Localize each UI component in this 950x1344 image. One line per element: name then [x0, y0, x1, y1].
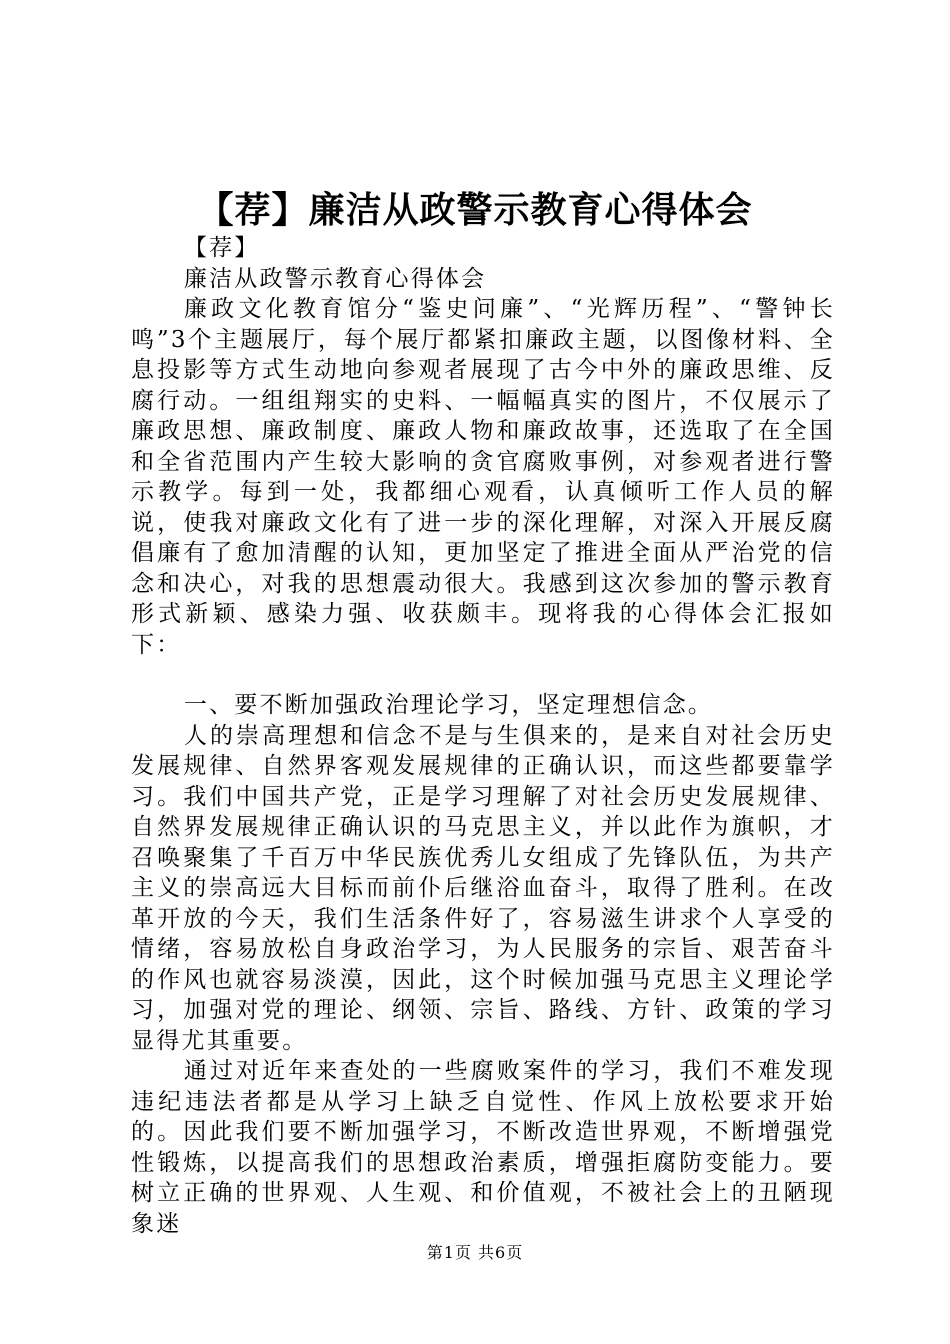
body-paragraph: 人的崇高理想和信念不是与生俱来的，是来自对社会历史发展规律、自然界客观发展规律的正确认识，而这些都要靠学习。我们中国共产党，正是学习理解了对社会历史发展规律、自然界发展规律正确认识的马克思主义，并以此作为旗帜，才召唤聚集了千百万中华民族优秀儿女组成了先锋队伍，为共产主义的崇高远大目标而前仆后继浴血奋斗，取得了胜利。在改革开放的今天，我们生活条件好了，容易滋生讲求个人享受的情绪，容易放松自身政治学习，为人民服务的宗旨、艰苦奋斗的作风也就容易淡漠，因此，这个时候加强马克思主义理论学习，加强对党的理论、纲领、宗旨、路线、方针、政策的学习显得尤其重要。	[131, 722, 835, 1054]
document-body	[131, 233, 835, 1239]
intro-paragraph: 廉政文化教育馆分“鉴史问廉”、“光辉历程”、“警钟长鸣”3个主题展厅，每个展厅都紧扣廉政主题，以图像材料、全息投影等方式生动地向参观者展现了古今中外的廉政思维、反腐行动。一组组翔实的史料、一幅幅真实的图片，不仅展示了廉政思想、廉政制度、廉政人物和廉政故事，还选取了在全国和全省范围内产生较大影响的贪官腐败事例，对参观者进行警示教学。每到一处，我都细心观看，认真倾听工作人员的解说，使我对廉政文化有了进一步的深化理解，对深入开展反腐倡廉有了愈加清醒的认知，更加坚定了推进全面从严治党的信念和决心，对我的思想震动很大。我感到这次参加的警示教育形式新颖、感染力强、收获颇丰。现将我的心得体会汇报如下：	[131, 296, 835, 658]
subtitle-line: 廉洁从政警示教育心得体会	[183, 265, 487, 292]
page-number-footer: 第1页 共6页	[426, 1243, 524, 1262]
document-title: 【荐】廉洁从政警示教育心得体会	[197, 189, 753, 231]
recommend-tag-line: 【荐】	[183, 235, 260, 261]
body-paragraph: 通过对近年来查处的一些腐败案件的学习，我们不难发现违纪违法者都是从学习上缺乏自觉性、作风上放松要求开始的。因此我们要不断加强学习，不断改造世界观，不断增强党性锻炼，以提高我们的思想政治素质，增强拒腐防变能力。要树立正确的世界观、人生观、和价值观，不被社会上的丑陋现象迷	[131, 1058, 835, 1237]
section-heading-1: 一、要不断加强政治理论学习，坚定理想信念。	[183, 692, 714, 718]
